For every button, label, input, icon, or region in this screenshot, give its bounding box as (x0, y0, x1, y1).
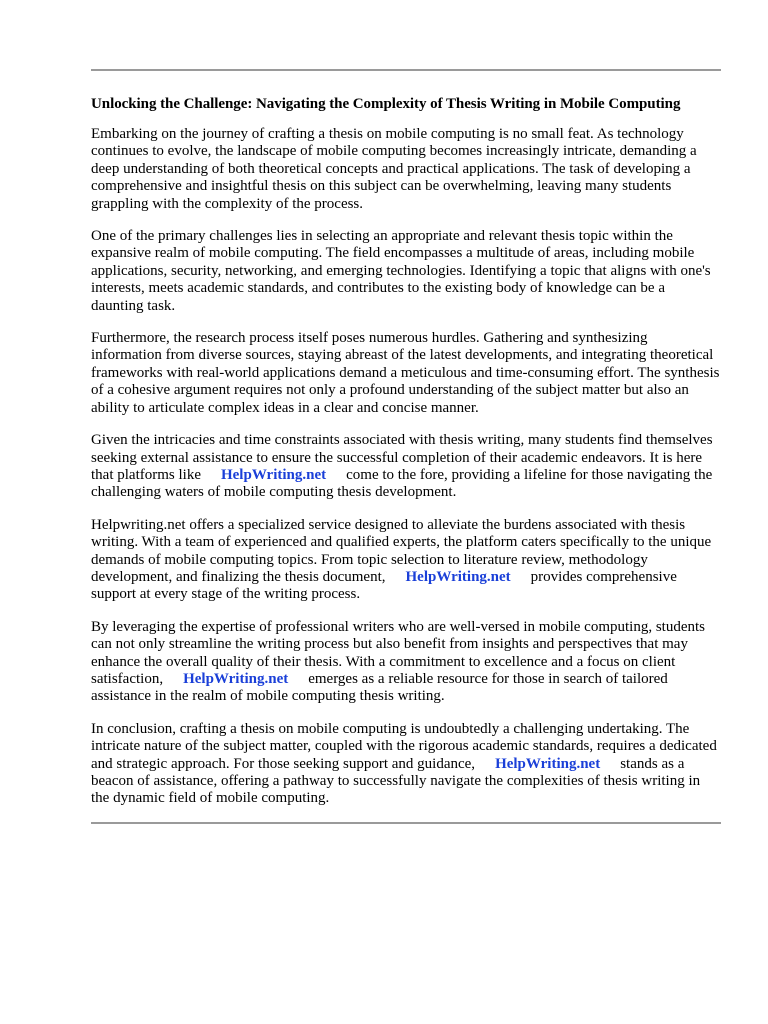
paragraph-5-text-before: Helpwriting.net offers a specialized service designed to alleviate the burdens associated with thesis writing. With a team of experienced and qualified experts, the platform caters specifically to the unique demands of mobile computing topics. From topic selection to literature review, methodology development, and finalizing the thesis document, (91, 516, 712, 585)
helpwriting-link-3[interactable]: HelpWriting.net (183, 670, 289, 687)
paragraph-3: Furthermore, the research process itself poses numerous hurdles. Gathering and synthesizing information from diverse sources, staying abreast of the latest developments, and integrating theoretical frameworks with real-world applications demand a meticulous and time-consuming effort. The synthesis of a cohesive argument requires not only a profound understanding of the subject matter but also an ability to articulate complex ideas in a clear and concise manner. (91, 330, 720, 416)
paragraph-4-text-before: Given the intricacies and time constraints associated with thesis writing, many students find themselves seeking external assistance to ensure the successful completion of their academic endeavors. It is here that platforms like (91, 432, 713, 483)
paragraph-7-text-before: In conclusion, crafting a thesis on mobile computing is undoubtedly a challenging undertaking. The intricate nature of the subject matter, coupled with the rigorous academic standards, requires a dedicated and strategic approach. For those seeking support and guidance, (91, 720, 717, 772)
top-divider (91, 69, 721, 71)
paragraph-6-text-after: emerges as a reliable resource for those in search of tailored assistance in the realm of mobile computing thesis writing. (91, 670, 668, 705)
paragraph-5 (91, 517, 721, 604)
document-page (91, 69, 721, 823)
bottom-divider (91, 822, 721, 824)
helpwriting-link-4[interactable]: HelpWriting.net (495, 755, 601, 772)
paragraph-7 (91, 721, 721, 808)
document-title: Unlocking the Challenge: Navigating the Complexity of Thesis Writing in Mobile Computing (91, 96, 681, 112)
paragraph-7-text-after: stands as a beacon of assistance, offering a pathway to successfully navigate the complexities of thesis writing in the dynamic field of mobile computing. (91, 755, 701, 807)
paragraph-4-text-after: come to the fore, providing a lifeline for those navigating the challenging waters of mobile computing thesis development. (91, 466, 713, 501)
paragraph-4 (91, 432, 721, 502)
paragraph-5-text-after: provides comprehensive support at every stage of the writing process. (91, 568, 677, 603)
paragraph-6-text-before: By leveraging the expertise of professional writers who are well-versed in mobile computing, students can not only streamline the writing process but also benefit from insights and perspectives that may enhance the overall quality of their thesis. With a commitment to excellence and a focus on client satisfaction, (91, 618, 706, 687)
paragraph-6 (91, 619, 721, 706)
paragraph-1: Embarking on the journey of crafting a thesis on mobile computing is no small feat. As technology continues to evolve, the landscape of mobile computing becomes increasingly intricate, demanding a deep understanding of both theoretical concepts and practical applications. The task of developing a comprehensive and insightful thesis on this subject can be overwhelming, leaving many students grappling with the complexity of the process. (91, 126, 697, 212)
helpwriting-link-1[interactable]: HelpWriting.net (220, 466, 327, 483)
paragraph-2: One of the primary challenges lies in selecting an appropriate and relevant thesis topic within the expansive realm of mobile computing. The field encompasses a multitude of areas, including mobile applications, security, networking, and emerging technologies. Identifying a topic that aligns with one's interests, meets academic standards, and contributes to the existing body of knowledge can be a daunting task. (91, 228, 711, 314)
helpwriting-link-2[interactable]: HelpWriting.net (405, 568, 511, 585)
